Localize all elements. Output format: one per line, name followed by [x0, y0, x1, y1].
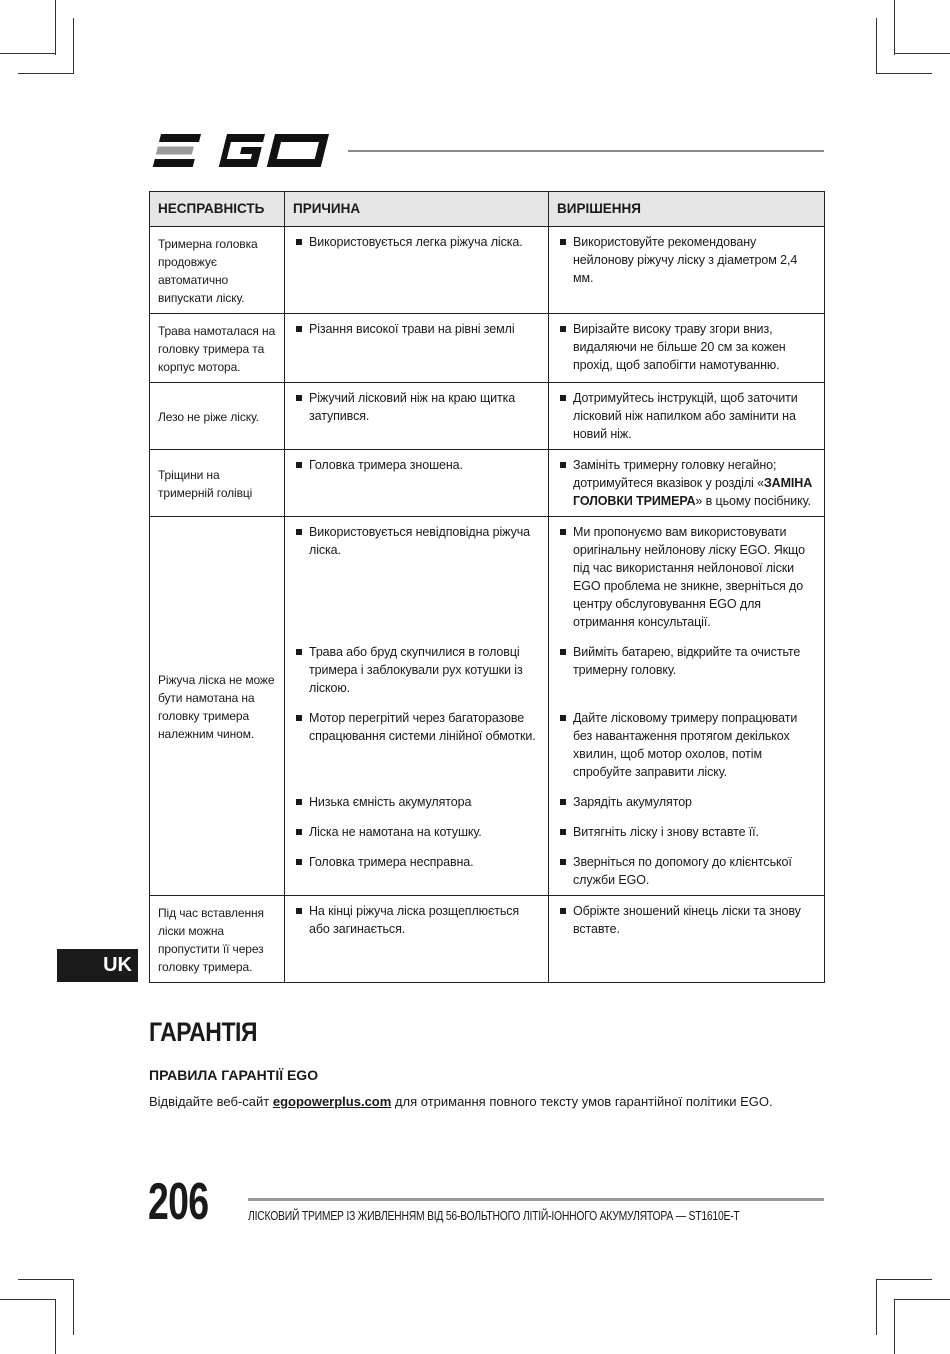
- section-reference: ЗАМІНА ГОЛОВКИ ТРИМЕРА: [573, 476, 813, 508]
- footer-text: ЛІСКОВИЙ ТРИМЕР ІЗ ЖИВЛЕННЯМ ВІД 56-ВОЛЬТНОГО ЛІТІЙ-ІОННОГО АКУМУЛЯТОРА — ST1610E-T: [248, 1208, 740, 1223]
- solution-cell: [549, 383, 825, 450]
- crop-mark: [55, 0, 56, 55]
- cause-cell: [285, 227, 549, 314]
- cause-item: Використовується невідповідна ріжуча ліска.: [293, 523, 540, 631]
- problem-cell: Тримерна головка продовжує автоматично випускати ліску.: [150, 227, 285, 314]
- crop-mark: [894, 53, 950, 54]
- problem-cell: Трава намоталася на головку тримера та корпус мотора.: [150, 314, 285, 383]
- crop-mark: [876, 73, 932, 74]
- column-header-cause: ПРИЧИНА: [285, 192, 549, 227]
- crop-mark: [876, 1279, 932, 1280]
- column-header-problem: НЕСПРАВНІСТЬ: [150, 192, 285, 227]
- warranty-text: [149, 1094, 773, 1109]
- table-row: [150, 227, 825, 314]
- page-number: 206: [148, 1173, 209, 1231]
- crop-mark: [894, 1299, 950, 1300]
- cause-cell: [285, 314, 549, 383]
- solution-cell: [549, 450, 825, 517]
- solution-item: Вирізайте високу траву згори вниз, видаляючи не більше 20 см за кожен прохід, щоб запобігти намотуванню.: [557, 320, 816, 374]
- table-row: [150, 896, 825, 983]
- warranty-text-pre: Відвідайте веб-сайт: [149, 1094, 273, 1109]
- crop-mark: [55, 1299, 56, 1354]
- cause-item: Мотор перегрітий через багаторазове спрацювання системи лінійної обмотки.: [293, 709, 540, 781]
- cause-cell: [285, 517, 549, 896]
- solution-cell: [549, 227, 825, 314]
- header-rule: [348, 150, 824, 152]
- table-row: [150, 517, 825, 896]
- problem-cell: Ріжуча ліска не може бути намотана на головку тримера належним чином.: [150, 517, 285, 896]
- cause-item: Ріжучий лісковий ніж на краю щитка затупився.: [293, 389, 540, 425]
- crop-mark: [876, 1279, 877, 1335]
- table-row: [150, 450, 825, 517]
- problem-cell: Тріщини на тримерній голівці: [150, 450, 285, 517]
- footer-rule: [248, 1198, 824, 1201]
- warranty-text-post: для отримання повного тексту умов гарантійної політики EGO.: [391, 1094, 773, 1109]
- solution-cell: [549, 896, 825, 983]
- cause-item: На кінці ріжуча ліска розщеплюється або загинається.: [293, 902, 540, 938]
- table-row: [150, 383, 825, 450]
- solution-item: Вийміть батарею, відкрийте та очистьте тримерну головку.: [557, 643, 816, 697]
- solution-text: Замініть тримерну головку негайно; дотримуйтеся вказівок у розділі «: [573, 458, 777, 490]
- crop-mark: [894, 1299, 895, 1354]
- cause-item: Низька ємність акумулятора: [293, 793, 540, 811]
- solution-item: Дотримуйтесь інструкцій, щоб заточити лісковий ніж напилком або замінити на новий ніж.: [557, 389, 816, 443]
- troubleshooting-table: [149, 191, 825, 983]
- problem-cell: Лезо не ріже ліску.: [150, 383, 285, 450]
- cause-cell: [285, 383, 549, 450]
- solution-cell: [549, 314, 825, 383]
- table-header-row: [150, 192, 825, 227]
- column-header-solution: ВИРІШЕННЯ: [549, 192, 825, 227]
- solution-item: Зверніться по допомогу до клієнтської служби EGO.: [557, 853, 816, 889]
- cause-cell: [285, 450, 549, 517]
- problem-cell: Під час вставлення ліски можна пропустити її через головку тримера.: [150, 896, 285, 983]
- solution-item: Витягніть ліску і знову вставте її.: [557, 823, 816, 841]
- ego-logo: [150, 130, 332, 172]
- solution-text: » в цьому посібнику.: [695, 494, 811, 508]
- crop-mark: [18, 1279, 74, 1280]
- cause-item: Різання високої трави на рівні землі: [293, 320, 540, 338]
- crop-mark: [876, 18, 877, 74]
- cause-item: Використовується легка ріжуча ліска.: [293, 233, 540, 251]
- cause-item: Головка тримера несправна.: [293, 853, 540, 871]
- language-tab: UK: [57, 949, 138, 982]
- solution-item: [557, 456, 816, 510]
- cause-item: Головка тримера зношена.: [293, 456, 540, 474]
- cause-cell: [285, 896, 549, 983]
- cause-item: Трава або бруд скупчилися в головці тримера і заблокували рух котушки із ліскою.: [293, 643, 540, 697]
- solution-item: Дайте лісковому тримеру попрацювати без навантаження протягом декількох хвилин, щоб мотор охолов, потім спробуйте заправити ліску.: [557, 709, 816, 781]
- crop-mark: [73, 1279, 74, 1335]
- solution-item: Зарядіть акумулятор: [557, 793, 816, 811]
- crop-mark: [894, 0, 895, 55]
- warranty-link[interactable]: egopowerplus.com: [272, 1094, 392, 1109]
- solution-item: Ми пропонуємо вам використовувати оригінальну нейлонову ліску EGO. Якщо під час використання нейлонової ліски EGO проблема не зникне, зверніться до центру обслуговування EGO для отримання консультації.: [557, 523, 816, 631]
- solution-item: Використовуйте рекомендовану нейлонову ріжучу ліску з діаметром 2,4 мм.: [557, 233, 816, 287]
- table-row: [150, 314, 825, 383]
- solution-cell: [549, 517, 825, 896]
- warranty-title: ГАРАНТІЯ: [149, 1017, 258, 1047]
- crop-mark: [18, 73, 74, 74]
- warranty-subtitle: ПРАВИЛА ГАРАНТІЇ EGO: [149, 1067, 319, 1083]
- cause-item: Ліска не намотана на котушку.: [293, 823, 540, 841]
- solution-item: Обріжте зношений кінець ліски та знову вставте.: [557, 902, 816, 938]
- crop-mark: [0, 53, 56, 54]
- crop-mark: [0, 1299, 56, 1300]
- crop-mark: [73, 18, 74, 74]
